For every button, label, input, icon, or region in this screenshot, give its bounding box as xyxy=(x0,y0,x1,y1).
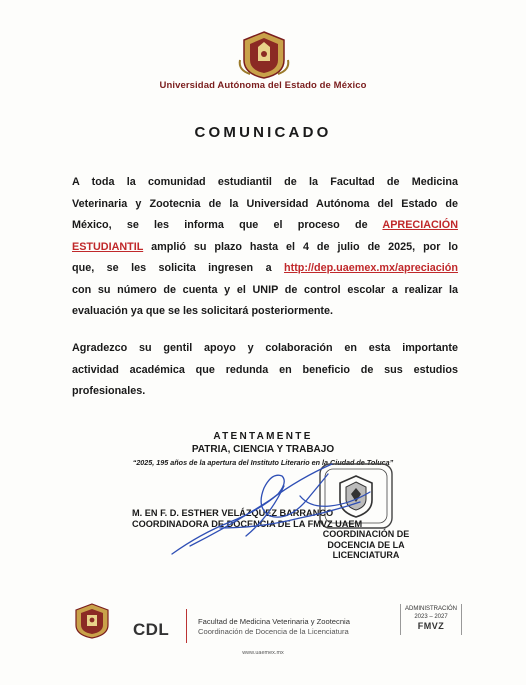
process-name-highlight: ESTUDIANTIL xyxy=(72,240,144,253)
paragraph-line: evaluación ya que se les solicitará posteriormente. xyxy=(72,305,334,317)
university-motto: PATRIA, CIENCIA Y TRABAJO xyxy=(191,444,335,455)
document-title: COMUNICADO xyxy=(194,124,332,141)
administration-badge xyxy=(400,604,462,635)
gratitude-paragraph xyxy=(72,338,458,403)
paragraph-line: Agradezco su gentil apoyo y colaboración en esta importante xyxy=(72,342,458,354)
signer-role: COORDINADORA DE DOCENCIA DE LA FMVZ UAEM xyxy=(132,519,363,529)
closing-block xyxy=(0,430,526,469)
paragraph-line xyxy=(72,237,458,259)
website-link[interactable]: www.uaemex.mx xyxy=(242,650,284,656)
paragraph-text: que, se les solicita ingresen a xyxy=(72,262,284,274)
paragraph-line: profesionales. xyxy=(72,385,146,397)
stamp-line: DOCENCIA DE LA xyxy=(327,539,405,550)
announcement-paragraph xyxy=(72,172,458,323)
footer-text xyxy=(198,617,350,637)
university-crest-logo xyxy=(236,30,292,80)
signer-block xyxy=(132,508,452,530)
university-crest-footer-logo xyxy=(70,602,114,640)
paragraph-text: amplió su plazo hasta el 4 de julio de 2025, por lo xyxy=(143,240,458,253)
year-motto: “2025, 195 años de la apertura del Instituto Literario en la Ciudad de Toluca” xyxy=(132,458,394,467)
footer-divider xyxy=(186,609,187,643)
admin-unit: FMVZ xyxy=(417,621,445,631)
paragraph-line: actividad académica que redunda en beneficio de sus estudios xyxy=(72,363,458,376)
admin-years: 2023 – 2027 xyxy=(414,614,448,620)
paragraph-line xyxy=(72,258,458,280)
faculty-name: Facultad de Medicina Veterinaria y Zootecnia xyxy=(198,617,350,626)
cdl-logo-text: CDL xyxy=(133,620,170,639)
signer-name: M. EN F. D. ESTHER VELÁZQUEZ BARRANCO xyxy=(132,508,334,518)
closing-atentamente: ATENTAMENTE xyxy=(213,431,313,442)
university-name: Universidad Autónoma del Estado de México xyxy=(159,80,367,91)
stamp-label xyxy=(306,529,426,561)
process-name-highlight: APRECIACIÓN xyxy=(382,219,458,231)
paragraph-line: con su número de cuenta y el UNIP de control escolar a realizar la xyxy=(72,283,458,296)
paragraph-text: México, se les informa que el proceso de xyxy=(72,219,383,231)
paragraph-line: A toda la comunidad estudiantil de la Facultad de Medicina xyxy=(72,176,458,188)
admin-label: ADMINISTRACIÓN xyxy=(404,606,457,612)
paragraph-line: Veterinaria y Zootecnia de la Universidad Autónoma del Estado de xyxy=(72,197,458,210)
paragraph-line xyxy=(72,215,458,237)
coordination-name: Coordinación de Docencia de la Licenciatura xyxy=(198,627,349,636)
evaluation-url-link[interactable]: http://dep.uaemex.mx/apreciación xyxy=(284,262,458,274)
stamp-line: LICENCIATURA xyxy=(332,550,400,561)
stamp-line: COORDINACIÓN DE xyxy=(322,529,410,539)
